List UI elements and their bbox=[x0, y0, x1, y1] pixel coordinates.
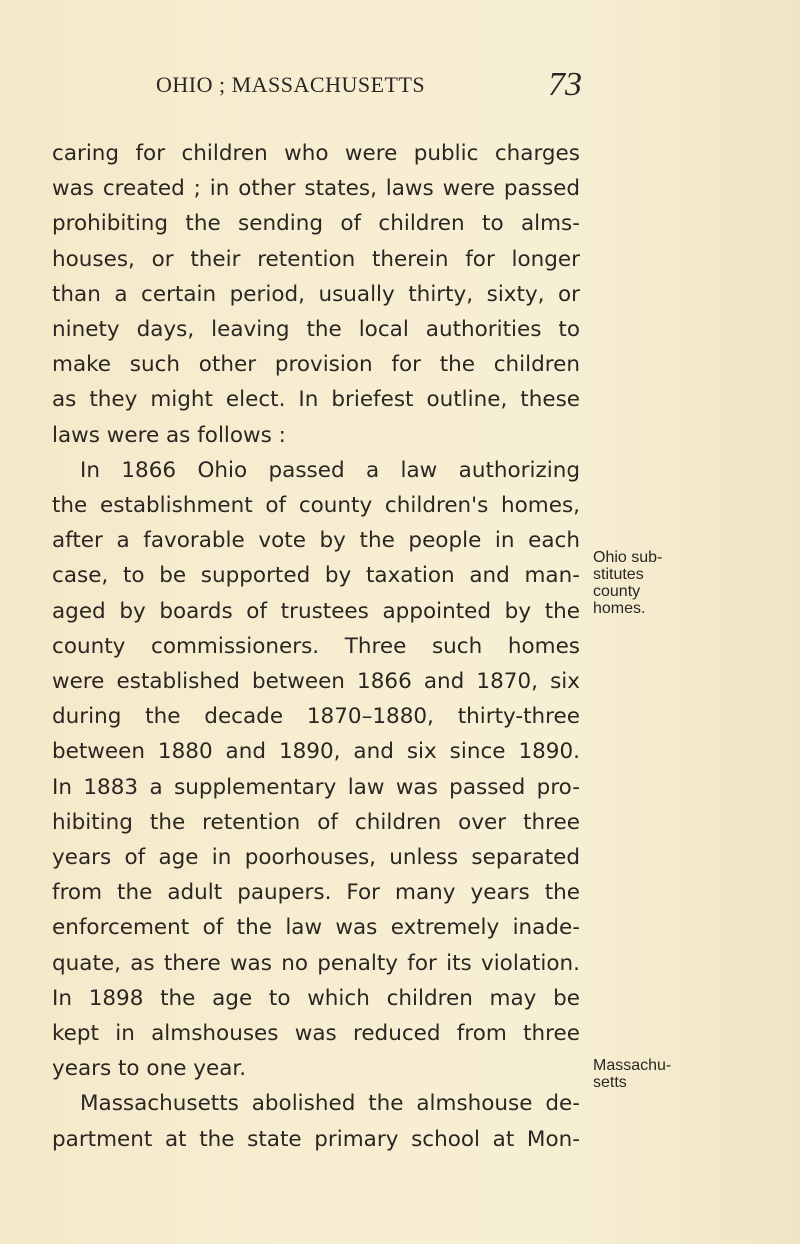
text-line: houses, or their retention therein for longer bbox=[52, 246, 580, 272]
text-line: case, to be supported by taxation and man- bbox=[52, 563, 580, 589]
text-line: laws were as follows : bbox=[52, 422, 286, 448]
text-line: ninety days, leaving the local authorities to bbox=[52, 317, 580, 343]
text-line: caring for children who were public charges bbox=[52, 141, 580, 166]
text-line: aged by boards of trustees appointed by the bbox=[52, 598, 580, 624]
text-line: years to one year. bbox=[52, 1056, 247, 1082]
text-line: Massachusetts abolished the almshouse de- bbox=[80, 1091, 580, 1117]
text-line: was created ; in other states, laws were passed bbox=[52, 176, 580, 202]
text-line: between 1880 and 1890, and six since 1890. bbox=[52, 739, 580, 765]
text-line: the establishment of county children's homes, bbox=[52, 493, 580, 519]
running-title: OHIO ; MASSACHUSETTS bbox=[156, 72, 426, 97]
text-line: were established between 1866 and 1870, six bbox=[52, 669, 580, 695]
text-line: years of age in poorhouses, unless separated bbox=[52, 845, 580, 871]
page-number: 73 bbox=[548, 66, 582, 103]
text-line: as they might elect. In briefest outline, these bbox=[52, 387, 580, 413]
margin-note-line: Ohio sub- bbox=[593, 549, 663, 566]
margin-note-line: Massachu- bbox=[593, 1057, 672, 1074]
body-text bbox=[52, 136, 580, 1157]
margin-note-line: homes. bbox=[593, 600, 646, 617]
text-line: In 1898 the age to which children may be bbox=[52, 985, 580, 1011]
text-line: after a favorable vote by the people in each bbox=[52, 528, 580, 554]
text-line: make such other provision for the children bbox=[52, 352, 580, 378]
text-line: county commissioners. Three such homes bbox=[52, 633, 580, 659]
text-line: during the decade 1870–1880, thirty-three bbox=[52, 704, 580, 730]
text-line: partment at the state primary school at Mon- bbox=[52, 1126, 580, 1152]
text-line: from the adult paupers. For many years the bbox=[52, 880, 580, 906]
text-line: kept in almshouses was reduced from three bbox=[52, 1021, 580, 1047]
text-line: than a certain period, usually thirty, sixty, or bbox=[52, 281, 580, 307]
text-line: In 1866 Ohio passed a law authorizing bbox=[80, 457, 580, 483]
text-line: enforcement of the law was extremely inade- bbox=[52, 915, 580, 941]
margin-note-massachusetts bbox=[593, 1057, 713, 1091]
text-line: prohibiting the sending of children to alms- bbox=[52, 211, 580, 237]
margin-note-line: setts bbox=[593, 1074, 627, 1091]
text-line: hibiting the retention of children over three bbox=[52, 809, 580, 835]
margin-note-line: county bbox=[593, 583, 641, 600]
text-line: In 1883 a supplementary law was passed pro- bbox=[52, 774, 580, 800]
margin-note-ohio bbox=[593, 549, 713, 617]
text-line: quate, as there was no penalty for its violation. bbox=[52, 950, 580, 976]
margin-note-line: stitutes bbox=[593, 566, 644, 583]
